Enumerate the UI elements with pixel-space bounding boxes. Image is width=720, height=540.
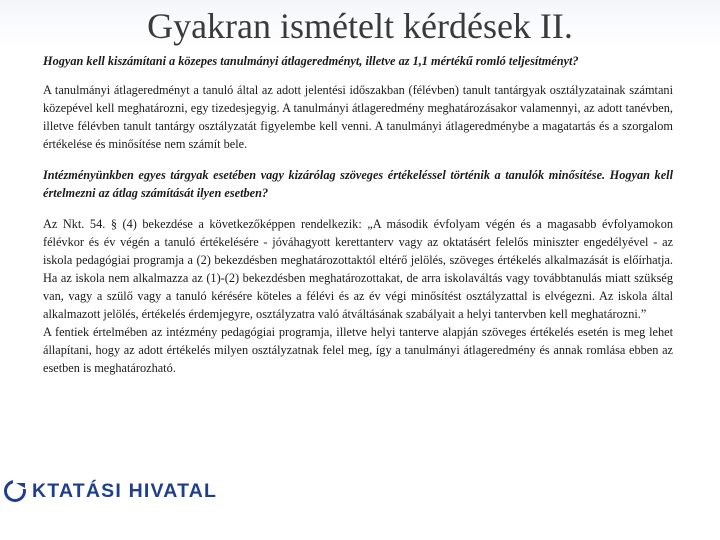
slide-content — [43, 52, 673, 377]
answer-2-paragraph-1: Az Nkt. 54. § (4) bekezdése a következőképpen rendelkezik: „A második évfolyam végén és a magasabb évfolyamokon félévkor és év végén a tanuló értékelésére - jóváhagyott kerettanterv vagy az oktatásért felelős miniszter engedélyével - az iskola pedagógiai programja a (2) bekezdésben meghatározottaktól eltérő jelölés, szöveges értékelés alkalmazását is előírhatja. Ha az iskola nem alkalmazza az (1)-(2) bekezdésben meghatározottakat, de arra iskolaváltás vagy továbbtanulás miatt szükség van, vagy a szülő vagy a tanuló kérésére köteles a félévi és az év végi minősítést osztályzattal is elvégezni. Az iskola által alkalmazott jelölés, értékelés érdemjegyre, osztályzatra való átváltásának szabályait a helyi tantervben kell meghatározni.” — [43, 217, 673, 321]
answer-2-paragraph-2: A fentiek értelmében az intézmény pedagógiai programja, illetve helyi tanterve alapján szöveges értékelés esetén is meg lehet állapítani, hogy az adott értékelés milyen osztályzatnak felel meg, így a tanulmányi átlageredmény és annak romlása ebben az esetben is meghatározható. — [43, 325, 673, 375]
slide-title: Gyakran ismételt kérdések II. — [147, 6, 573, 46]
footer-logo — [0, 480, 217, 502]
circular-arrow-logo-icon — [4, 480, 26, 502]
answer-1-paragraph-1: A tanulmányi átlageredményt a tanuló által az adott jelentési időszakban (félévben) tanult tantárgyak osztályzatainak számtani közepével kell meghatározni, egy tizedesjegyig. A tanulmányi átlageredmény meghatározásakor valamennyi, az adott tanévben, illetve félévben tanult tantárgy osztályzatát figyelembe kell venni. A tanulmányi átlageredménybe a magatartás és a szorgalom értékelése és minősítése nem számít bele. — [43, 83, 673, 151]
logo-text: KTATÁSI HIVATAL — [32, 480, 218, 502]
question-1: Hogyan kell kiszámítani a közepes tanulmányi átlageredményt, illetve az 1,1 mértékű romló teljesítményt? — [43, 54, 579, 68]
question-2: Intézményünkben egyes tárgyak esetében vagy kizárólag szöveges értékeléssel történik a tanulók minősítése. Hogyan kell értelmezni az átlag számítását ilyen esetben? — [43, 168, 673, 200]
